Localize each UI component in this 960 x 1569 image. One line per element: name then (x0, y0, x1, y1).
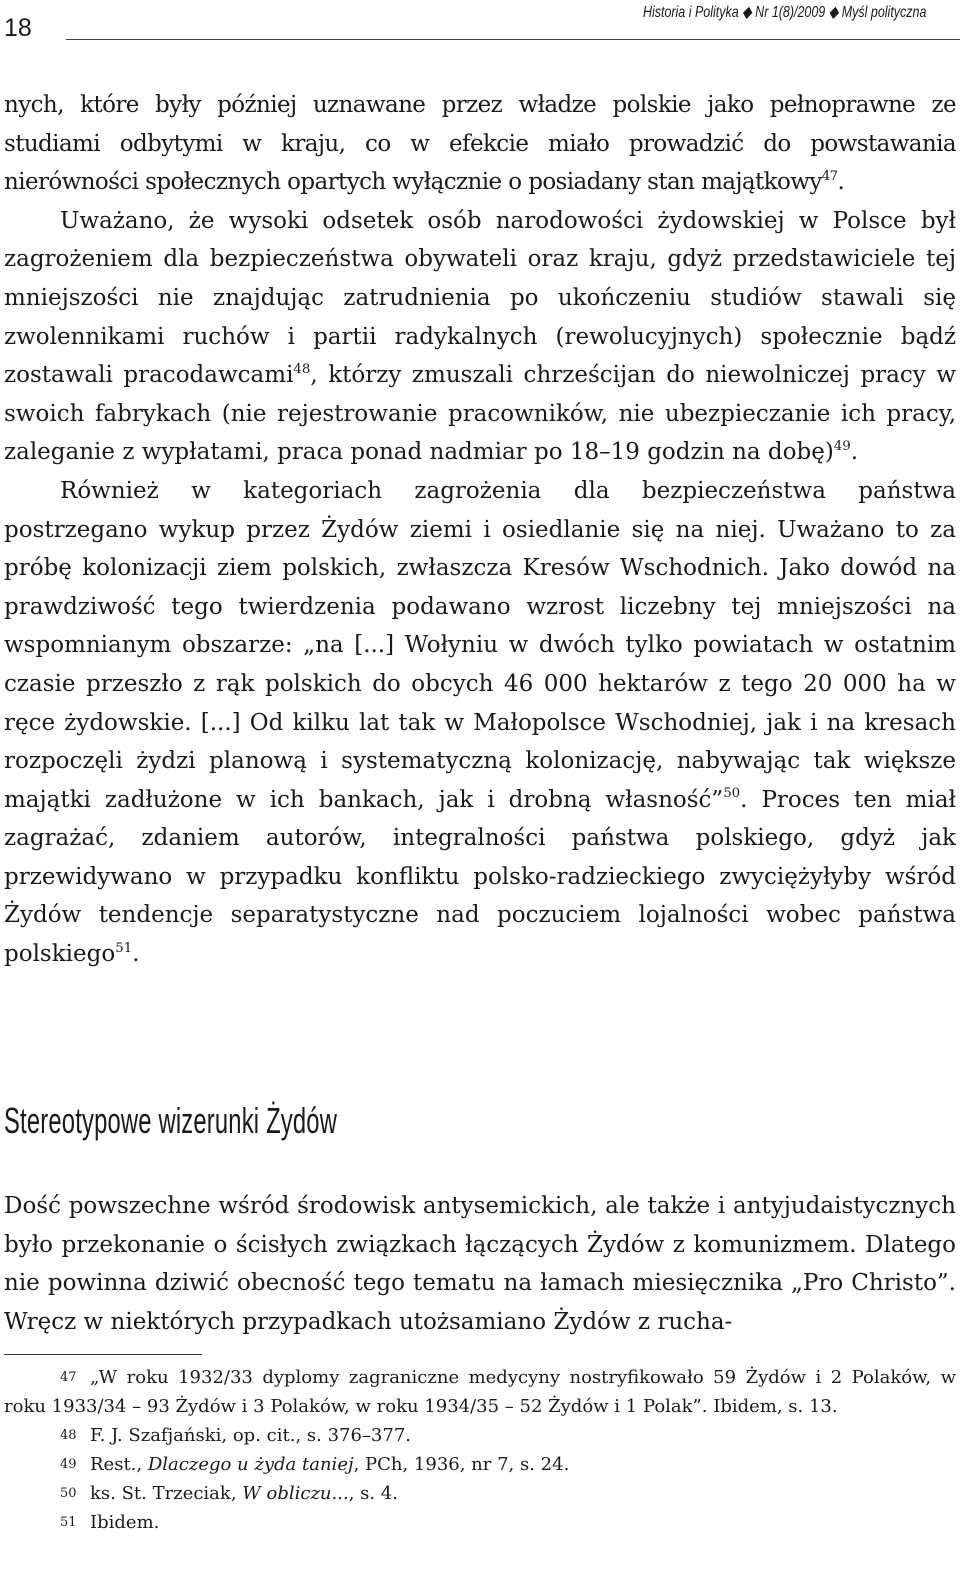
section-body (4, 1187, 956, 1341)
section-heading: Stereotypowe wizerunki Żydów (4, 1100, 338, 1141)
paragraph-3: Również w kategoriach zagrożenia dla bezpieczeństwa państwa postrzegano wykup przez Żydów ziemi i osiedlanie się na niej. Uważano to za próbę kolonizacji ziem polskich, zwłaszcza Kresów Wschodnich. Jako dowód na prawdziwość tego twierdzenia podawano wzrost liczebny tej mniejszości na wspomnianym obszarze: „na [...] Wołyniu w dwóch tylko powiatach w ostatnim czasie przeszło z rąk polskich do obcych 46 000 hektarów z tego 20 000 ha w ręce żydowskie. [...] Od kilku lat tak w Małopolsce Wschodniej, jak i na kresach rozpoczęli żydzi planową i systematyczną kolonizację, nabywając tak większe majątki zadłużone w ich bankach, jak i drobną własność”$^{50}$. Proces ten miał zagrażać, zdaniem autorów, integralności państwa polskiego, gdyż jak przewidywano w przypadku konfliktu polsko-radzieckiego zwyciężyłyby wśród Żydów tendencje separatystyczne nad poczuciem lojalności wobec państwa polskiego$^{51}$. (4, 477, 956, 968)
footnote-50: 50 ks. St. Trzeciak, W obliczu..., s. 4. (60, 1483, 398, 1504)
header-rule (66, 39, 960, 40)
footnote-ref-50: 50 (723, 786, 741, 802)
footnote-51: 51 Ibidem. (60, 1512, 160, 1533)
body-text (4, 86, 956, 974)
footnotes (4, 1363, 956, 1537)
journal-title: Historia i Polityka ◆ Nr 1(8)/2009 ◆ Myśl polityczna (642, 4, 926, 21)
footnote-ref-49: 49 (833, 439, 851, 455)
footnote-47: 47 „W roku 1932/33 dyplomy zagraniczne medycyny nostryfikowało 59 Żydów i 2 Polaków, w roku 1933/34 – 93 Żydów i 3 Polaków, w roku 1934/35 – 52 Żydów i 1 Polak”. Ibidem, s. 13. (4, 1367, 956, 1417)
paragraph-2: Uważano, że wysoki odsetek osób narodowości żydowskiej w Polsce był zagrożeniem dla bezpieczeństwa obywateli oraz kraju, gdyż przedstawiciele tej mniejszości nie znajdując zatrudnienia po ukończeniu studiów stawali się zwolennikami ruchów i partii radykalnych (rewolucyjnych) społecznie bądź zostawali pracodawcami$^{48}$, którzy zmuszali chrześcijan do niewolniczej pracy w swoich fabrykach (nie rejestrowanie pracowników, nie ubezpieczanie ich pracy, zaleganie z wypłatami, praca ponad nadmiar po 18–19 godzin na dobę)$^{49}$. (4, 207, 956, 466)
page-number: 18 (4, 14, 32, 42)
footnote-ref-48: 48 (293, 361, 311, 377)
footnote-49: 49 Rest., Dlaczego u żyda taniej, PCh, 1936, nr 7, s. 24. (60, 1454, 570, 1475)
page-header (0, 0, 960, 50)
paragraph-4: Dość powszechne wśród środowisk antysemickich, ale także i antyjudaistycznych było przekonanie o ścisłych związkach łączących Żydów z komunizmem. Dlatego nie powinna dziwić obecność tego tematu na łamach miesięcznika „Pro Christo”. Wręcz w niektórych przypadkach utożsamiano Żydów z rucha- (4, 1193, 956, 1335)
footnote-rule (4, 1354, 202, 1355)
footnote-ref-51: 51 (115, 940, 133, 956)
paragraph-1: nych, które były później uznawane przez władze polskie jako pełnoprawne ze studiami odbytymi w kraju, co w efekcie miało prowadzić do powstawania nierówności społecznych opartych wyłącznie o posiadany stan majątkowy$^{47}$. (4, 92, 956, 196)
footnote-ref-47: 47 (821, 168, 838, 184)
footnote-48: 48 F. J. Szafjański, op. cit., s. 376–377. (60, 1425, 412, 1446)
